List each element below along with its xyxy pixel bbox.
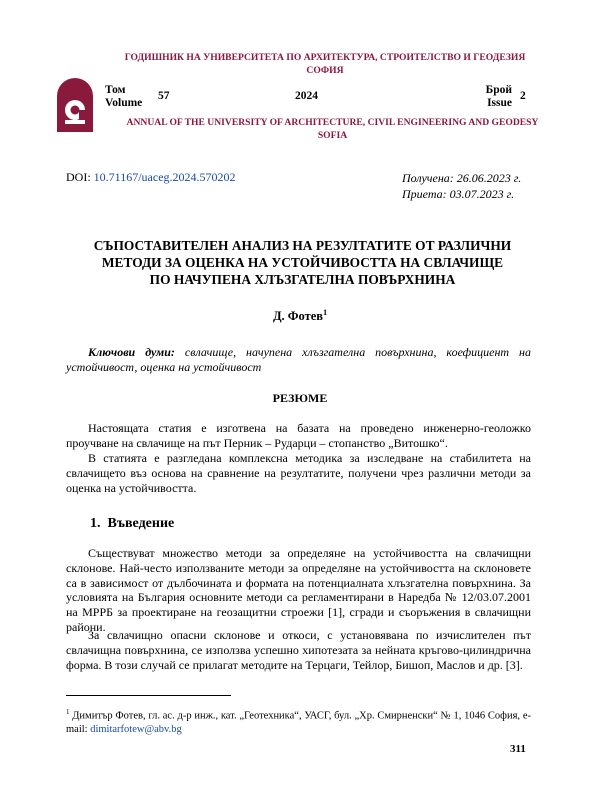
- issue-number: 2: [520, 90, 526, 102]
- page-number: 311: [510, 743, 526, 755]
- footnote-mark: 1: [66, 708, 70, 716]
- doi-label: DOI:: [66, 170, 94, 184]
- received-date: Получена: 26.06.2023 г.: [402, 171, 522, 185]
- volume-number: 57: [158, 90, 170, 102]
- intro-paragraph-2: За свлачищно опасни склонове и откоси, с установявана по изчислителен път свлачищна повърхнина, се използва успешно хипотезата за нейната кръгово-цилиндрична форма. В този случай се прилагат методите на Терцаги, Тейлор, Бишоп, Маслов и др. [3].: [66, 628, 531, 672]
- journal-title-bg-line1: ГОДИШНИК НА УНИВЕРСИТЕТА ПО АРХИТЕКТУРА, СТРОИТЕЛСТВО И ГЕОДЕЗИЯ: [124, 52, 526, 63]
- abstract-title: РЕЗЮМЕ: [272, 391, 328, 405]
- section-number: 1.: [90, 516, 101, 531]
- footnote-text: Димитър Фотев, гл. ас. д-р инж., кат. „Геотехника“, УАСГ, бул. „Хр. Смирненски“ № 1, 1046 София, e-mail:: [66, 710, 531, 735]
- journal-title-bg: [90, 51, 560, 77]
- doi: [66, 170, 236, 185]
- journal-title-en-line1: ANNUAL OF THE UNIVERSITY OF ARCHITECTURE, CIVIL ENGINEERING AND GEODESY: [126, 117, 539, 128]
- footnote-divider: [66, 695, 231, 696]
- author-footnote-mark: 1: [323, 308, 328, 317]
- keywords-text: свлачище, начупена хлъзгателна повърхнина, коефициент на устойчивост, оценка на устойчивост: [66, 345, 531, 374]
- keywords-label: Ключови думи:: [88, 345, 175, 359]
- footnote-email-link[interactable]: dimitarfotew@abv.bg: [90, 724, 182, 735]
- title-line: СЪПОСТАВИТЕЛЕН АНАЛИЗ НА РЕЗУЛТАТИТЕ ОТ РАЗЛИЧНИ: [93, 238, 512, 253]
- volume-label-en: Volume: [105, 97, 143, 109]
- volume-label: [105, 84, 142, 110]
- keywords: [66, 345, 531, 375]
- journal-title-en-line2: SOFIA: [317, 130, 348, 141]
- issue-label-bg: Брой: [485, 84, 512, 96]
- footnote: [66, 706, 531, 737]
- title-line: ПО НАЧУПЕНА ХЛЪЗГАТЕЛНА ПОВЪРХНИНА: [149, 272, 456, 287]
- uaceg-logo-icon: [55, 74, 95, 132]
- abstract-paragraph-1: Настоящата статия е изготвена на базата на проведено инженерно-геоложко проучване на свлачище на път Перник – Рударци – стопанство „Витошко“.: [66, 421, 531, 450]
- volume-label-bg: Том: [105, 84, 126, 96]
- journal-title-en: [95, 116, 570, 142]
- issue-label-en: Issue: [487, 97, 512, 109]
- journal-title-bg-line2: СОФИЯ: [306, 65, 344, 76]
- abstract-paragraph-2: В статията е разгледана комплексна методика за изследване на стабилитета на свлачището въз основа на сравнение на резултатите, получени чрез различни методи за оценка на устойчивостта.: [66, 451, 531, 495]
- section-title: Въведение: [107, 516, 175, 531]
- accepted-date: Приета: 03.07.2023 г.: [402, 187, 515, 201]
- title-line: МЕТОДИ ЗА ОЦЕНКА НА УСТОЙЧИВОСТТА НА СВЛАЧИЩЕ: [101, 255, 504, 270]
- intro-paragraph-1: Съществуват множество методи за определяне на устойчивостта на свлачищни склонове. Най-често използваните методи за определяне на устойчивостта на склоновете са в зависимост от дълбочината и формата на потенциалната хлъзгателна повърхнина. За условията на България основните методи са регламентирани в Наредба № 12/03.07.2001 на МРРБ за проектиране на геозащитни строежи [1], сгради и съоръжения в свлачищни райони.: [66, 546, 531, 634]
- year: 2024: [295, 90, 318, 102]
- dates: [402, 170, 521, 202]
- issue-label: [480, 84, 512, 110]
- paper-title: [70, 237, 535, 288]
- doi-link[interactable]: 10.71167/uaceg.2024.570202: [93, 170, 236, 184]
- author: [0, 308, 600, 324]
- section-heading: [90, 516, 174, 532]
- author-name: Д. Фотев: [272, 309, 324, 324]
